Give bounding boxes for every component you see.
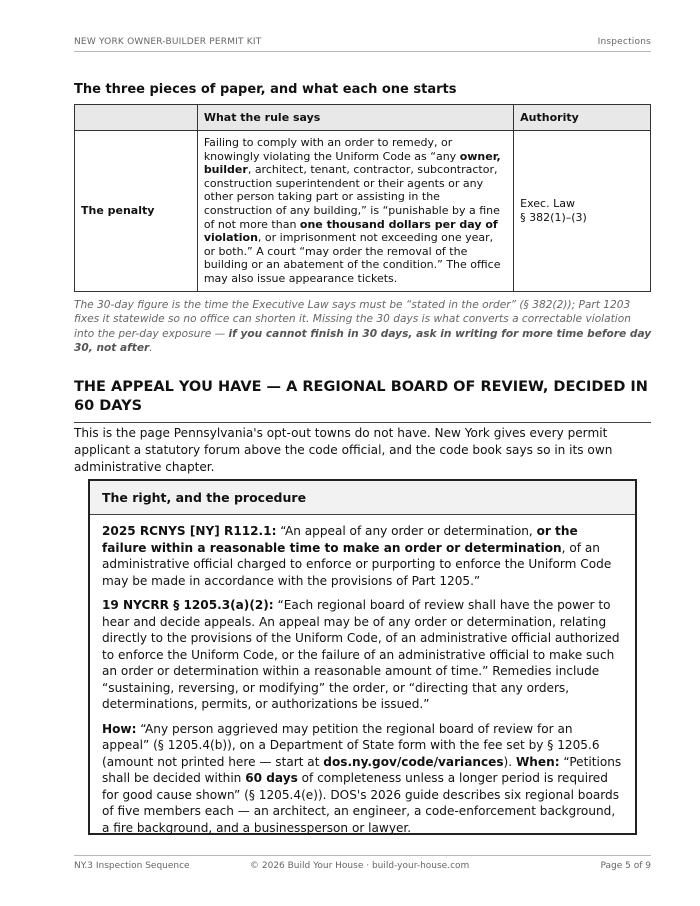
procedure-box: [88, 479, 637, 835]
note-text: The 30-day figure is the time the Executive Law says must be “stated in the order” (§ 382(2)); Part 1203 fixes it statewide so no office can shorten it. Missing the 30 days is what converts a correctable violation into the per-day exposure —: [74, 299, 631, 340]
rule-text-bold: one thousand dollars per day of violation: [203, 217, 498, 245]
footer-page-number: Page 5 of 9: [600, 861, 651, 871]
row-authority: [514, 131, 651, 292]
table-footnote: [74, 298, 654, 355]
rule-text-part: Failing to comply with an order to remedy, or knowingly violating the Uniform Code as “any: [203, 136, 460, 163]
when-text: of completeness unless a longer period is required for good cause shown” (§ 1205.4(e)). DOS's 2026 guide describes six regional boards of five members each — an architect, an engineer, a code-enforcement background, a fire background, and a businessperson or lawyer.: [102, 771, 620, 835]
note-end: .: [149, 341, 153, 354]
dos-url: dos.ny.gov/code/variances: [323, 754, 504, 769]
row-label-penalty: The penalty: [75, 131, 198, 292]
sixty-days: 60 days: [245, 771, 298, 785]
when-text: “Petitions shall be decided within: [102, 754, 622, 785]
when-label: When:: [515, 754, 560, 769]
table-header-row: [75, 105, 651, 131]
intro-paragraph: This is the page Pennsylvania's opt-out towns do not have. New York gives every permit applicant a statutory forum above the code official, and the code book says so in its own administrative chapter.: [74, 426, 613, 474]
table-row: [75, 131, 651, 292]
nycrr-text: “Each regional board of review shall have the power to hear and decide appeals. An appeal may be of any order or determination, relating directly to the provisions of the Uniform Code, of an administrative official authorized to enforce the Uniform Code, or the failure of an administrative official to make such an order or determination within a reasonable amount of time.” Remedies include “sustaining, reversing, or modifying” the order, or “directing that any orders, determinations, permits, or authorizations be issued.”: [102, 598, 620, 711]
header-section-name: Inspections: [597, 37, 651, 47]
how-text: “Any person aggrieved may petition the regional board of review for an appeal” (§ 1205.4(b)), on a Department of State form with the fee set by § 1205.6 (amount not printed here — start at: [102, 721, 600, 769]
rule-text-bold: owner, builder: [203, 149, 501, 177]
rcnys-paragraph: [102, 523, 623, 589]
rule-text-part: , or imprisonment not exceeding one year, or both.” A court “may order the removal of the building or an abatement of the condition.” The office may also issue appearance tickets.: [203, 231, 501, 285]
page-footer: [74, 855, 651, 873]
table-header-blank: [75, 105, 198, 131]
rcnys-text: “An appeal of any order or determination,: [276, 524, 537, 538]
section-title: The three pieces of paper, and what each one starts: [74, 82, 457, 97]
procedure-box-title: The right, and the procedure: [90, 481, 635, 515]
rcnys-emphasis: or the failure within a reasonable time to make an order or determination: [102, 524, 578, 555]
rcnys-citation: 2025 RCNYS [NY] R112.1:: [102, 524, 277, 538]
footer-section: NY.3 Inspection Sequence: [74, 861, 190, 871]
rules-table: [74, 104, 651, 292]
row-rule-text: [197, 131, 513, 292]
procedure-box-body: [90, 515, 635, 836]
nycrr-citation: 19 NYCRR § 1205.3(a)(2):: [102, 598, 274, 612]
authority-line-1: Exec. Law: [520, 197, 575, 211]
how-label: How:: [102, 721, 137, 736]
how-text: ).: [503, 754, 516, 769]
rcnys-text: , of an administrative official charged to enforce or purporting to enforce the Uniform Code may be made in accordance with the provisions of Part 1205.”: [102, 540, 612, 588]
authority-line-2: § 382(1)–(3): [520, 210, 587, 224]
header-kit-title: NEW YORK OWNER-BUILDER PERMIT KIT: [74, 37, 262, 47]
footer-copyright: © 2026 Build Your House · build-your-house.com: [250, 861, 470, 871]
rule-text-part: , architect, tenant, contractor, subcontractor, construction superintendent or their agents or any other person taking part or assisting in the construction of any building,” is “punishable by a fine of not more than: [203, 163, 500, 231]
table-header-rule: What the rule says: [197, 105, 513, 131]
nycrr-paragraph: [102, 597, 623, 713]
note-emphasis: if you cannot finish in 30 days, ask in writing for more time before day 30, not after: [74, 327, 652, 354]
how-paragraph: [102, 721, 623, 837]
appeal-heading: THE APPEAL YOU HAVE — A REGIONAL BOARD OF REVIEW, DECIDED IN 60 DAYS: [74, 378, 651, 423]
page-header: [74, 36, 651, 52]
table-header-authority: Authority: [514, 105, 651, 131]
